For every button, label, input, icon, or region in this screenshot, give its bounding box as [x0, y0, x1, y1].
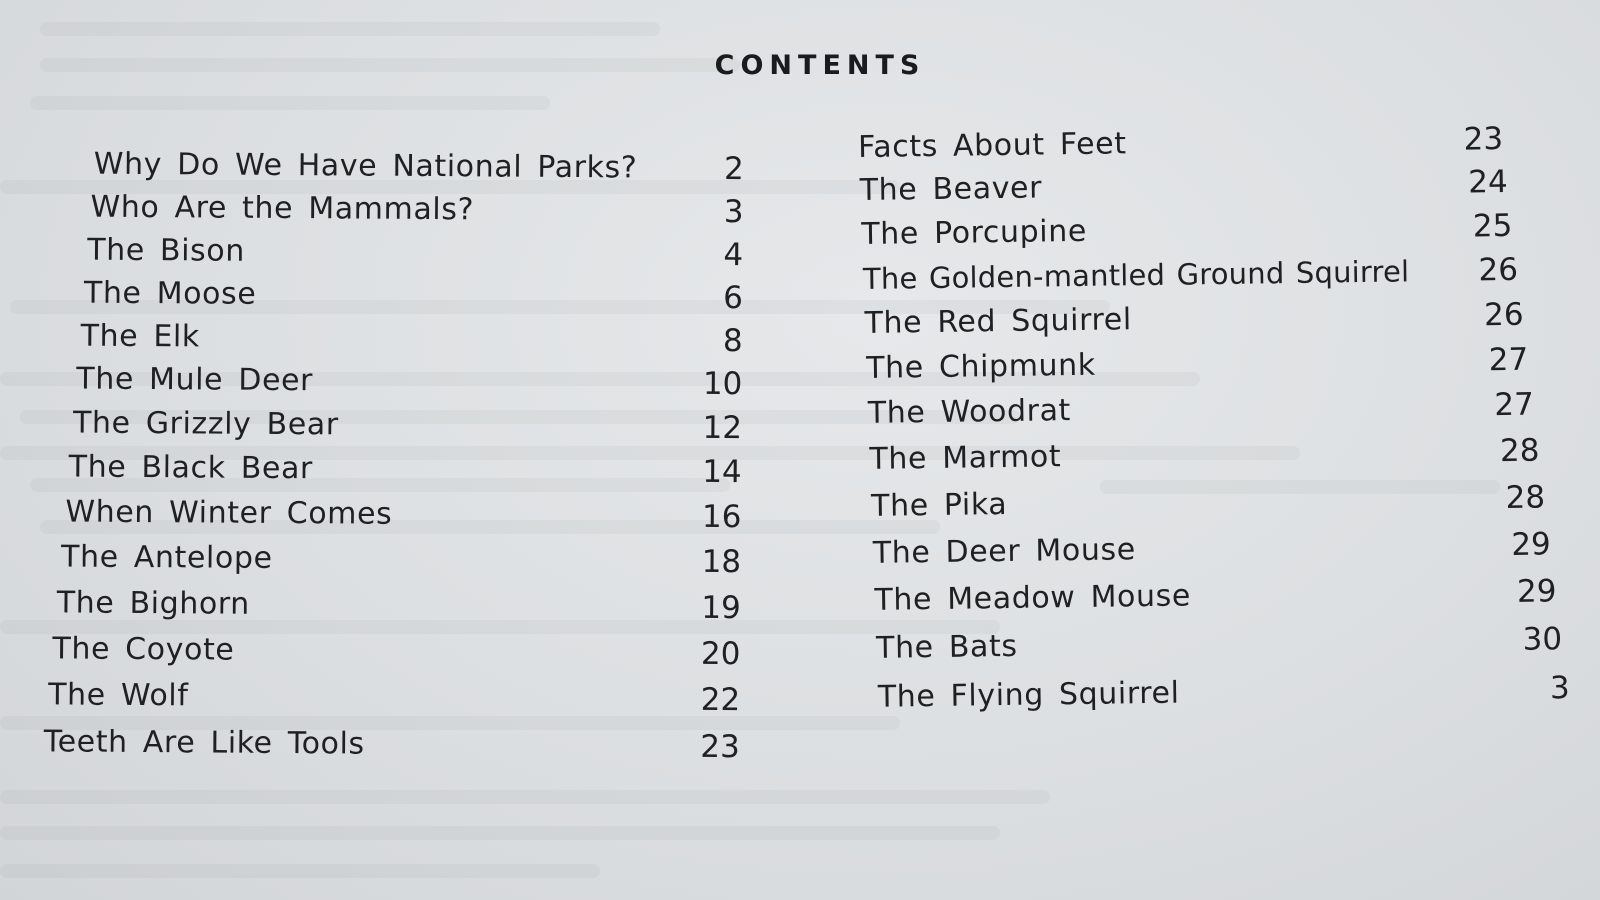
- toc-entry: [867, 386, 1535, 434]
- toc-entry-page: 23: [700, 728, 740, 766]
- toc-entry-page: 8: [722, 323, 743, 360]
- toc-entry-title: The Antelope: [60, 539, 273, 576]
- toc-entry: [877, 670, 1571, 718]
- toc-entry-title: The Woodrat: [867, 393, 1072, 431]
- toc-entry-title: The Meadow Mouse: [874, 578, 1192, 618]
- toc-entry-title: The Mule Deer: [76, 361, 314, 399]
- toc-entry-page: 23: [1463, 121, 1504, 158]
- toc-entry: [865, 341, 1529, 389]
- toc-entry-title: Who Are the Mammals?: [90, 189, 475, 228]
- toc-entry: [857, 121, 1504, 168]
- toc-entry-page: 29: [1516, 573, 1557, 610]
- toc-entry-title: The Bighorn: [56, 585, 251, 622]
- toc-entry-page: 30: [1522, 621, 1563, 658]
- toc-entry-title: The Moose: [83, 275, 257, 312]
- toc-entry-page: 12: [702, 409, 743, 447]
- contents-heading: CONTENTS: [714, 50, 926, 81]
- toc-entry: [875, 621, 1563, 669]
- toc-entry-page: 18: [701, 543, 742, 581]
- toc-entry-title: The Bats: [875, 628, 1018, 666]
- toc-entry-page: 10: [702, 365, 743, 403]
- toc-entry: [870, 479, 1546, 527]
- toc-entry-page: 22: [700, 681, 741, 719]
- toc-entry-title: The Bison: [87, 232, 246, 269]
- toc-entry-page: 20: [700, 635, 741, 673]
- toc-entry-title: The Chipmunk: [865, 347, 1096, 386]
- toc-entry-title: The Porcupine: [861, 213, 1088, 252]
- toc-entry-title: The Pika: [870, 486, 1008, 524]
- toc-entry-page: 26: [1478, 251, 1519, 289]
- toc-entry: [872, 526, 1552, 574]
- toc-entry-page: 3: [723, 194, 744, 231]
- toc-entry: [864, 296, 1524, 344]
- toc-entry-page: 2: [723, 151, 744, 188]
- toc-entry-page: 4: [723, 237, 744, 274]
- toc-entry-page: 29: [1511, 526, 1552, 563]
- toc-entry-title: Facts About Feet: [857, 126, 1127, 166]
- toc-entry-page: 19: [701, 589, 741, 627]
- toc-entry: [861, 207, 1513, 255]
- toc-entry-title: The Marmot: [869, 439, 1062, 477]
- toc-entry-page: 28: [1505, 479, 1546, 517]
- toc-entry-title: The Wolf: [48, 677, 189, 714]
- toc-entry-page: 14: [702, 453, 742, 491]
- toc-entry: [869, 432, 1540, 480]
- toc-entry-title: Teeth Are Like Tools: [43, 724, 365, 762]
- toc-entry-page: 25: [1472, 207, 1513, 245]
- toc-entry-title: When Winter Comes: [65, 494, 393, 532]
- toc-entry: [874, 573, 1557, 621]
- toc-entry-title: The Black Bear: [68, 449, 314, 487]
- toc-entry-page: 6: [723, 280, 744, 317]
- toc-entry-page: 16: [701, 498, 742, 536]
- toc-entry-title: The Grizzly Bear: [72, 405, 339, 443]
- toc-entry-title: The Golden-mantled Ground Squirrel: [862, 254, 1410, 296]
- toc-entry-title: The Flying Squirrel: [877, 675, 1180, 715]
- toc-entry-title: The Red Squirrel: [864, 302, 1133, 341]
- toc-entry-page: 26: [1483, 296, 1524, 334]
- toc-entry-title: The Elk: [80, 318, 200, 355]
- toc-entry: [862, 251, 1519, 299]
- toc-entry-title: The Coyote: [52, 631, 235, 668]
- toc-entry-page: 27: [1488, 341, 1529, 379]
- toc-entry-page: 24: [1467, 163, 1508, 201]
- toc-entry-page: 28: [1499, 432, 1540, 470]
- toc-entry-page: 3: [1549, 670, 1571, 707]
- toc-entry-page: 27: [1494, 386, 1535, 424]
- toc-entry-title: The Beaver: [859, 170, 1043, 209]
- toc-entry-title: The Deer Mouse: [872, 532, 1136, 571]
- toc-entry: [859, 163, 1508, 211]
- toc-entry-title: Why Do We Have National Parks?: [93, 146, 638, 186]
